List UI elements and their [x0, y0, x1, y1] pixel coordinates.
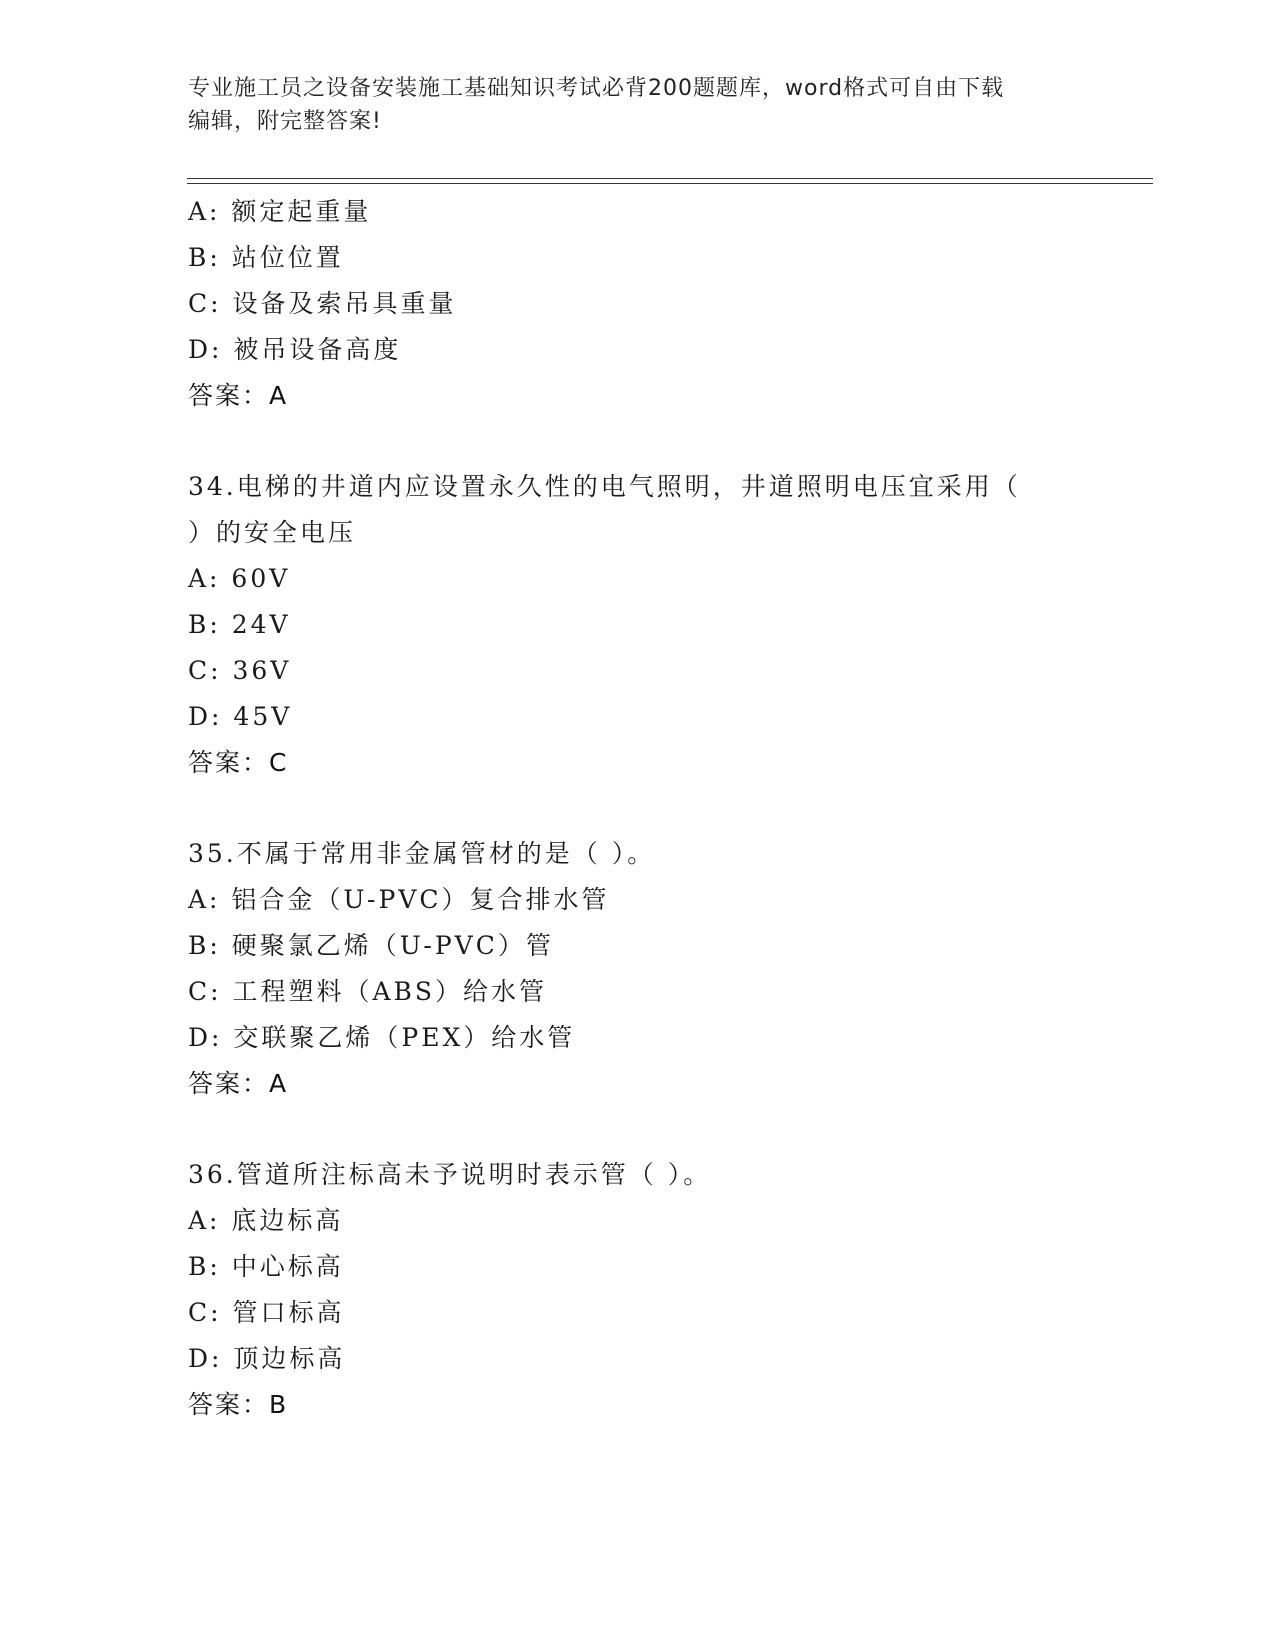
q33-option-c: C: 设备及索吊具重量	[188, 289, 457, 318]
q35-option-b: B: 硬聚氯乙烯（U-PVC）管	[188, 931, 554, 960]
header-divider-bottom	[187, 183, 1153, 184]
q35-option-a: A: 铝合金（U-PVC）复合排水管	[188, 885, 610, 914]
q35-option-c: C: 工程塑料（ABS）给水管	[188, 977, 548, 1006]
question-35-block	[188, 831, 1108, 1107]
q34-stem-line1: 34.电梯的井道内应设置永久性的电气照明，井道照明电压宜采用（	[188, 472, 1021, 501]
q36-stem: 36.管道所注标高未予说明时表示管（ ）。	[188, 1160, 712, 1189]
spacer	[188, 1107, 1108, 1152]
q34-option-a: A: 60V	[188, 564, 291, 593]
q34-stem-line2: ）的安全电压	[188, 518, 357, 547]
document-header	[188, 72, 1088, 138]
question-list	[188, 189, 1108, 1428]
q36-option-a: A: 底边标高	[188, 1206, 344, 1235]
q34-option-c: C: 36V	[188, 656, 292, 685]
header-title-line2: 编辑，附完整答案!	[188, 109, 382, 134]
q33-option-d: D: 被吊设备高度	[188, 335, 402, 364]
q36-answer: 答案：B	[188, 1390, 289, 1419]
q34-option-d: D: 45V	[188, 702, 293, 731]
q36-option-d: D: 顶边标高	[188, 1344, 346, 1373]
spacer	[188, 786, 1108, 831]
question-36-block	[188, 1152, 1108, 1428]
q35-option-d: D: 交联聚乙烯（PEX）给水管	[188, 1023, 576, 1052]
q33-answer: 答案：A	[188, 381, 289, 410]
spacer	[188, 419, 1108, 464]
question-33-block	[188, 189, 1108, 419]
q34-option-b: B: 24V	[188, 610, 291, 639]
header-divider-top	[187, 178, 1153, 179]
q36-option-b: B: 中心标高	[188, 1252, 344, 1281]
q34-answer: 答案：C	[188, 748, 289, 777]
header-title-line1: 专业施工员之设备安装施工基础知识考试必背200题题库，word格式可自由下载	[188, 76, 1005, 101]
q33-option-a: A: 额定起重量	[188, 197, 372, 226]
q35-stem: 35.不属于常用非金属管材的是（ ）。	[188, 839, 656, 868]
q33-option-b: B: 站位位置	[188, 243, 344, 272]
q35-answer: 答案：A	[188, 1069, 289, 1098]
question-34-block	[188, 464, 1108, 786]
q36-option-c: C: 管口标高	[188, 1298, 345, 1327]
